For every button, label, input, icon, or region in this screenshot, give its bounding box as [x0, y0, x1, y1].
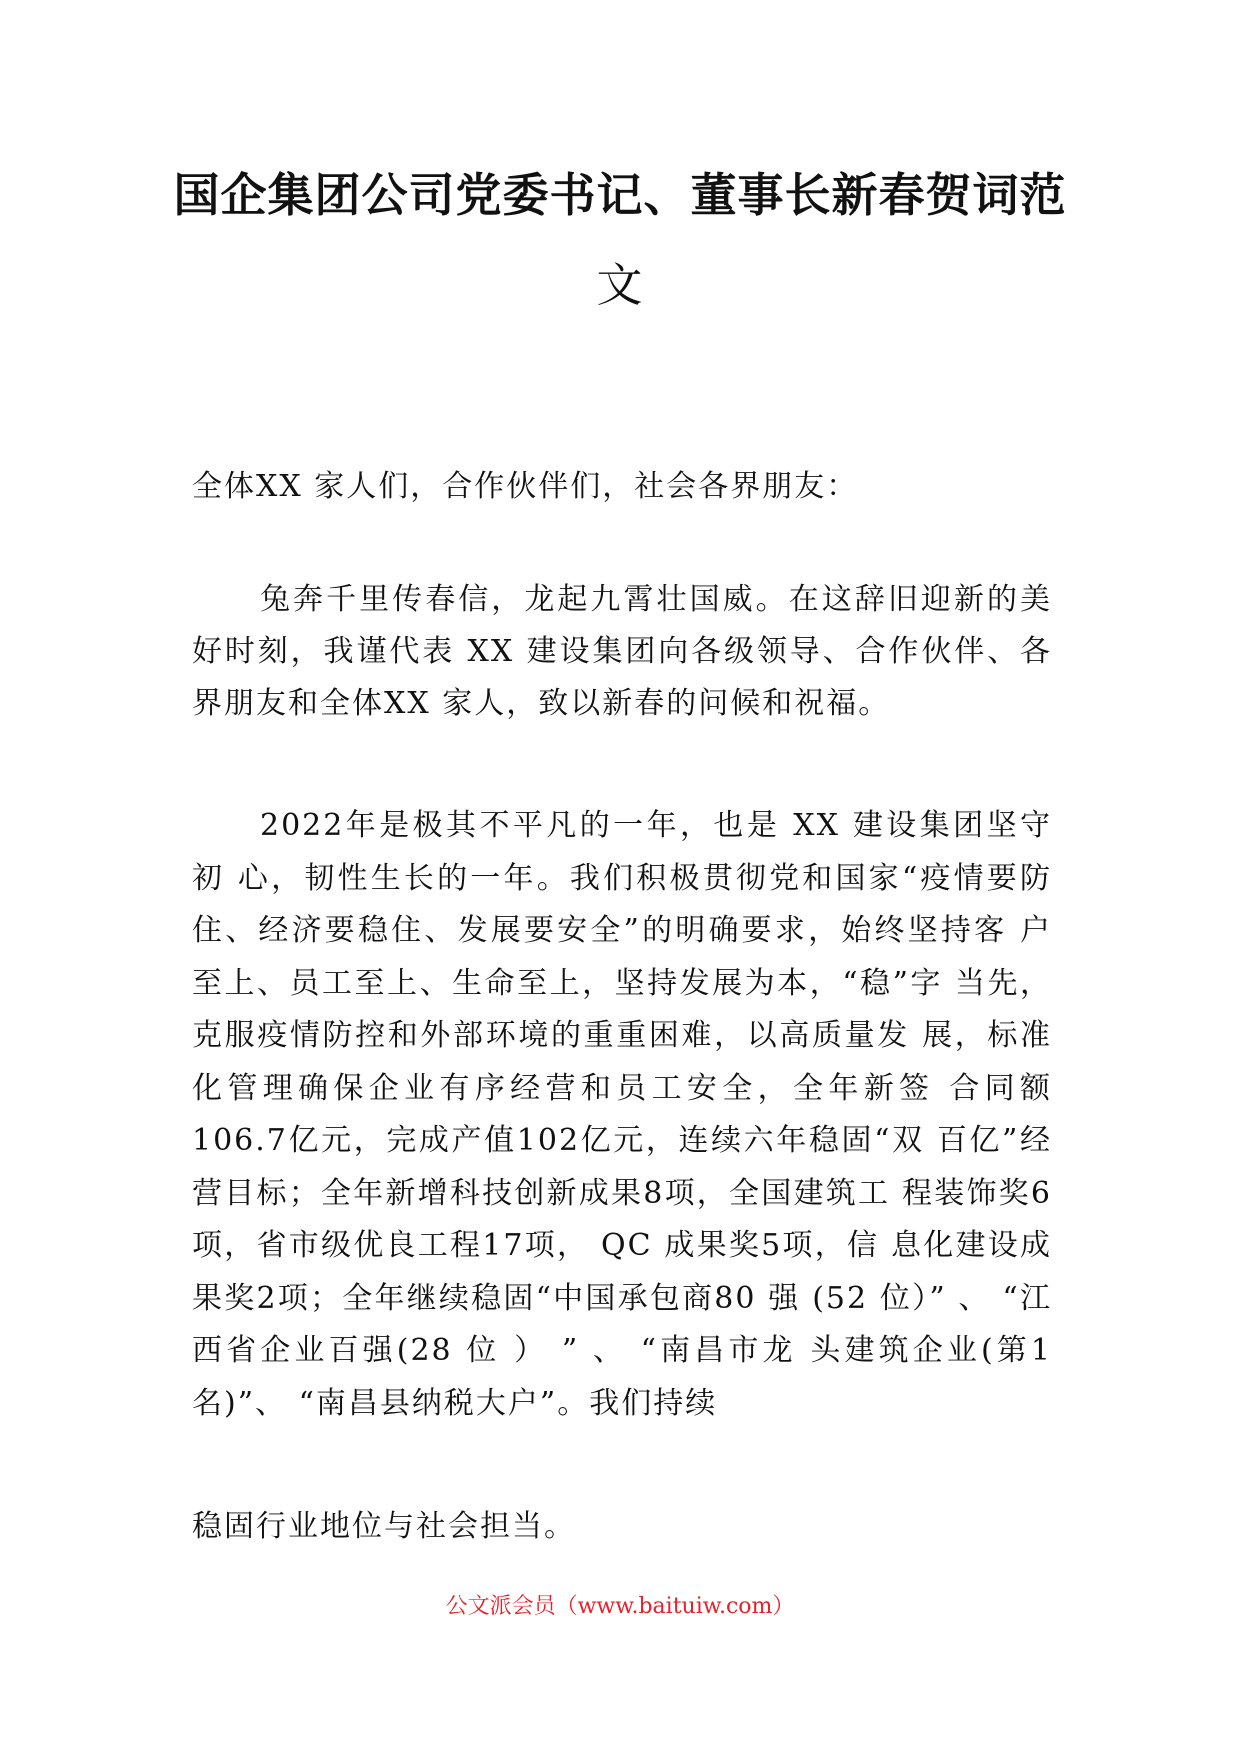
paragraph-greeting: 兔奔千里传春信，龙起九霄壮国威。在这辞旧迎新的美好时刻，我谨代表 XX 建设集团向各级领导、合作伙伴、各界朋友和全体XX 家人，致以新春的问候和祝福。 [192, 582, 1052, 721]
footer-watermark-text: 公文派会员（www.baituiw.com） [445, 1594, 795, 1619]
title-line-2: 文 [596, 258, 644, 312]
title-line-1: 国企集团公司党委书记、董事长新春贺词范 [173, 168, 1067, 222]
paragraph-continuation: 稳固行业地位与社会担当。 [192, 1509, 576, 1544]
document-title [150, 150, 1090, 330]
paragraph-achievements: 2022年是极其不平凡的一年，也是 XX 建设集团坚守初 心，韧性生长的一年。我们积极贯彻党和国家“疫情要防 住、经济要稳住、发展要安全”的明确要求，始终坚持客 户至上、员工至上、生命至上，坚持发展为本，“稳”字 当先，克服疫情防控和外部环境的重重困难，以高质量发 展，标准化管理确保企业有序经营和员工安全，全年新签 合同额106.7亿元，完成产值102亿元，连续六年稳固“双 百亿”经营目标；全年新增科技创新成果8项，全国建筑工 程装饰奖6项，省市级优良工程17项， QC 成果奖5项，信 息化建设成果奖2项；全年继续稳固“中国承包商80 强 (52 位）” 、 “江西省企业百强(28 位 ） ” 、 “南昌市龙 头建筑企业(第1名)”、 “南昌县纳税大户”。我们持续 [192, 808, 1052, 1421]
salutation: 全体XX 家人们，合作伙伴们，社会各界朋友： [192, 469, 859, 504]
